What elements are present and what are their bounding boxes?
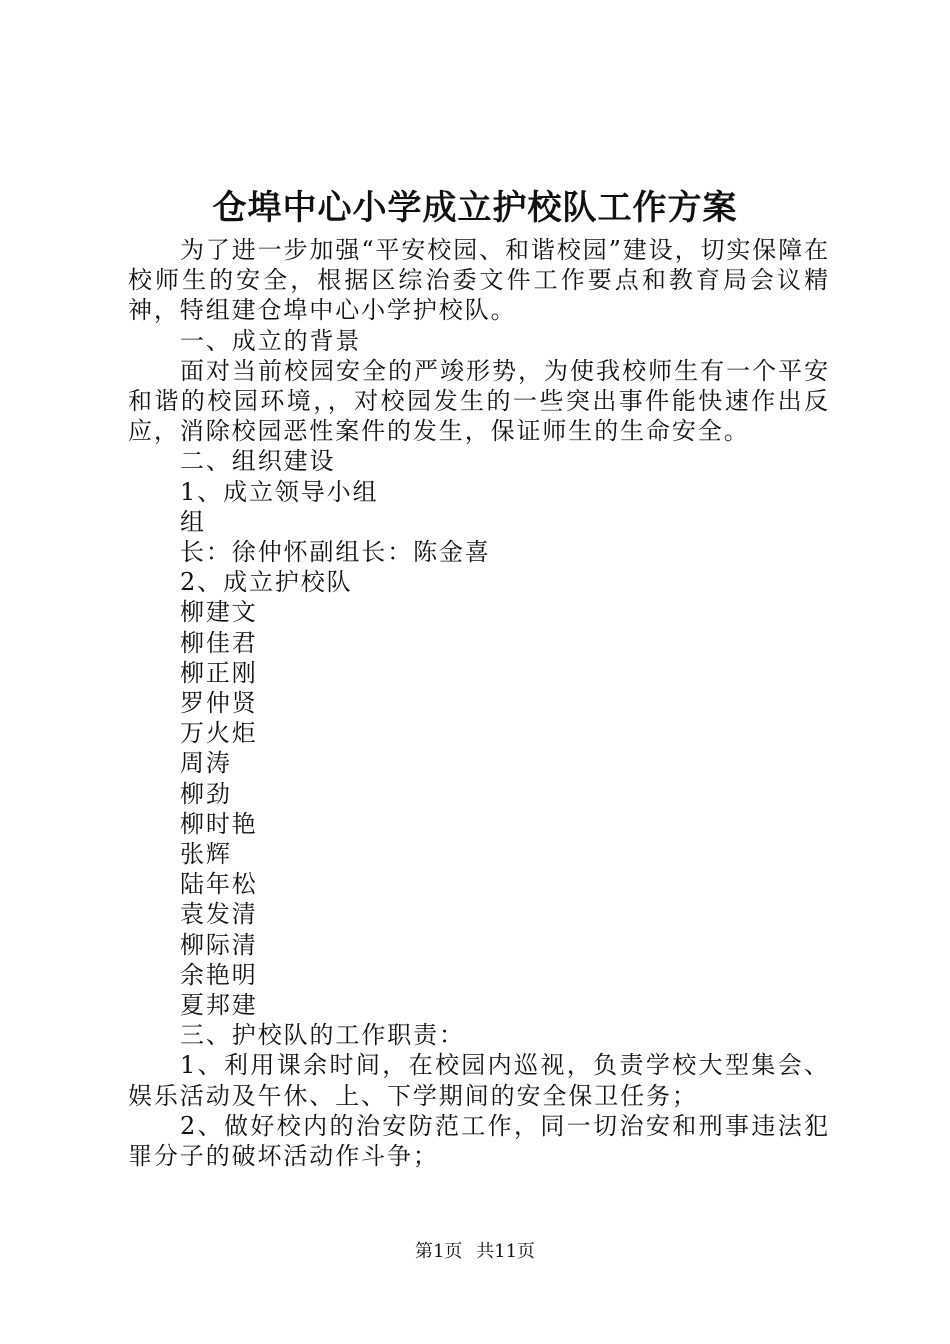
member-name: 柳际清	[180, 930, 258, 959]
page-number: 第1页	[414, 1241, 463, 1262]
member-name: 张辉	[180, 840, 232, 869]
section-heading-background: 一、成立的背景	[180, 326, 362, 355]
member-name: 柳建文	[180, 598, 258, 627]
page-footer	[0, 1240, 950, 1264]
member-name: 柳劲	[180, 779, 232, 808]
member-name: 柳时艳	[180, 809, 258, 838]
section-heading-duties: 三、护校队的工作职责：	[180, 1021, 465, 1050]
leadership-line-1: 组	[180, 507, 206, 536]
document-body	[128, 235, 830, 1171]
member-name: 陆年松	[180, 870, 258, 899]
member-name: 袁发清	[180, 900, 258, 929]
member-name: 夏邦建	[180, 991, 258, 1020]
member-name: 万火炬	[180, 719, 258, 748]
page-total: 共11页	[476, 1241, 536, 1262]
subheading-leadership-group: 1、成立领导小组	[180, 477, 379, 506]
section-heading-organization: 二、组织建设	[180, 447, 336, 476]
member-name: 柳正刚	[180, 658, 258, 687]
paragraph-intro: 为了进一步加强“平安校园、和谐校园”建设，切实保障在校师生的安全，根据区综治委文件工作要点和教育局会议精神，特组建仓埠中心小学护校队。	[128, 236, 830, 325]
paragraph-background: 面对当前校园安全的严竣形势，为使我校师生有一个平安和谐的校园环境，，对校园发生的一些突出事件能快速作出反应，消除校园恶性案件的发生，保证师生的生命安全。	[128, 356, 830, 446]
member-name: 余艳明	[180, 960, 258, 989]
member-name: 柳佳君	[180, 628, 258, 657]
member-name: 周涛	[180, 749, 232, 778]
duty-item-1: 1、利用课余时间，在校园内巡视，负责学校大型集会、娱乐活动及午休、上、下学期间的安全保卫任务；	[128, 1051, 830, 1110]
duty-item-2: 2、做好校内的治安防范工作，同一切治安和刑事违法犯罪分子的破坏活动作斗争；	[128, 1111, 830, 1171]
document-title: 仓埠中心小学成立护校队工作方案	[212, 188, 738, 228]
leadership-line-2: 长：徐仲怀副组长：陈金喜	[180, 538, 491, 567]
member-name: 罗仲贤	[180, 689, 258, 718]
subheading-patrol-team: 2、成立护校队	[180, 568, 353, 597]
